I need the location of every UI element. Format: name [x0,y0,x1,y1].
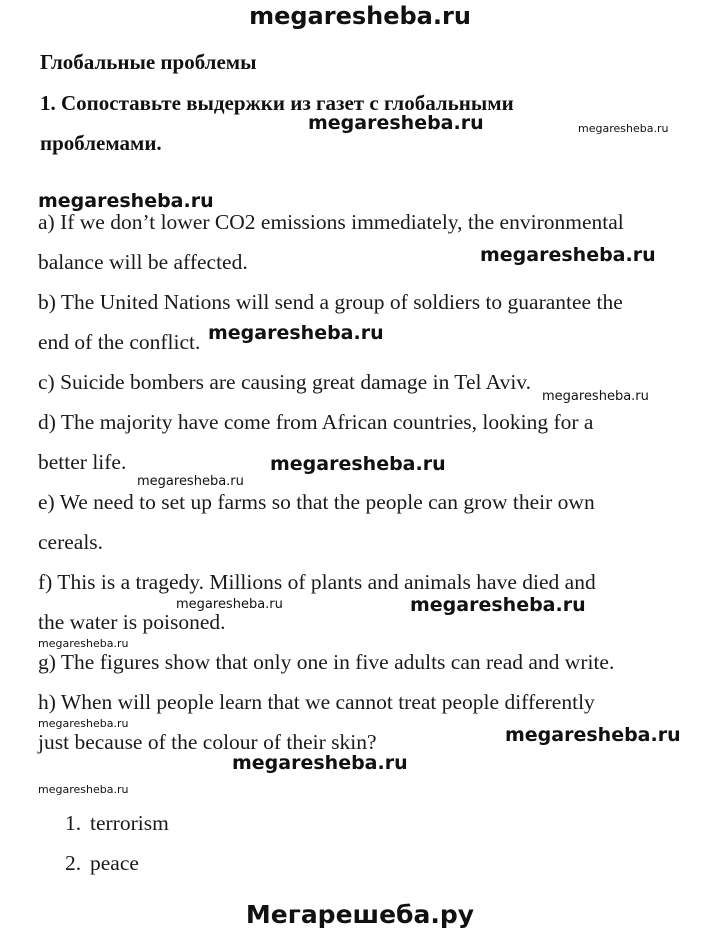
problem-2-number: 2. [65,851,82,875]
watermark: megaresheba.ru [232,752,408,774]
site-footer: Мегарешеба.ру [245,900,475,929]
watermark: megaresheba.ru [38,717,129,730]
excerpt-b-line-2: end of the conflict. [38,330,201,354]
excerpt-e-line-1: e) We need to set up farms so that the people can grow their own [38,490,595,514]
watermark: megaresheba.ru [578,122,669,135]
watermark: megaresheba.ru [38,783,129,796]
excerpt-a-line-2: balance will be affected. [38,250,248,274]
section-title: Глобальные проблемы [40,50,257,74]
watermark: megaresheba.ru [137,474,244,489]
excerpt-g: g) The figures show that only one in five adults can read and write. [38,650,615,674]
watermark: megaresheba.ru [176,597,283,612]
excerpt-c: c) Suicide bombers are causing great damage in Tel Aviv. [38,370,532,394]
excerpt-f-line-2: the water is poisoned. [38,610,226,634]
excerpt-d-line-2: better life. [38,450,127,474]
watermark: megaresheba.ru [505,724,681,746]
excerpt-h-line-1: h) When will people learn that we cannot treat people differently [38,690,595,714]
site-header: megaresheba.ru [249,2,471,30]
watermark: megaresheba.ru [308,112,484,134]
excerpt-h-line-2: just because of the colour of their skin? [38,730,377,754]
task-title-line-1: 1. Сопоставьте выдержки из газет с глобальными [40,91,514,115]
problem-1-label: terrorism [90,811,169,835]
watermark: megaresheba.ru [208,322,384,344]
watermark: megaresheba.ru [480,244,656,266]
watermark: megaresheba.ru [270,453,446,475]
excerpt-e-line-2: cereals. [38,530,104,554]
watermark: megaresheba.ru [542,389,649,404]
excerpt-b-line-1: b) The United Nations will send a group of soldiers to guarantee the [38,290,623,314]
watermark: megaresheba.ru [38,190,214,212]
watermark: megaresheba.ru [410,594,586,616]
problem-2-label: peace [90,851,139,875]
excerpt-d-line-1: d) The majority have come from African countries, looking for a [38,410,594,434]
excerpt-f-line-1: f) This is a tragedy. Millions of plants and animals have died and [38,570,596,594]
watermark: megaresheba.ru [38,637,129,650]
task-title-line-2: проблемами. [40,131,162,155]
problem-1-number: 1. [65,811,82,835]
excerpt-a-line-1: a) If we don’t lower CO2 emissions immediately, the environmental [38,210,624,234]
